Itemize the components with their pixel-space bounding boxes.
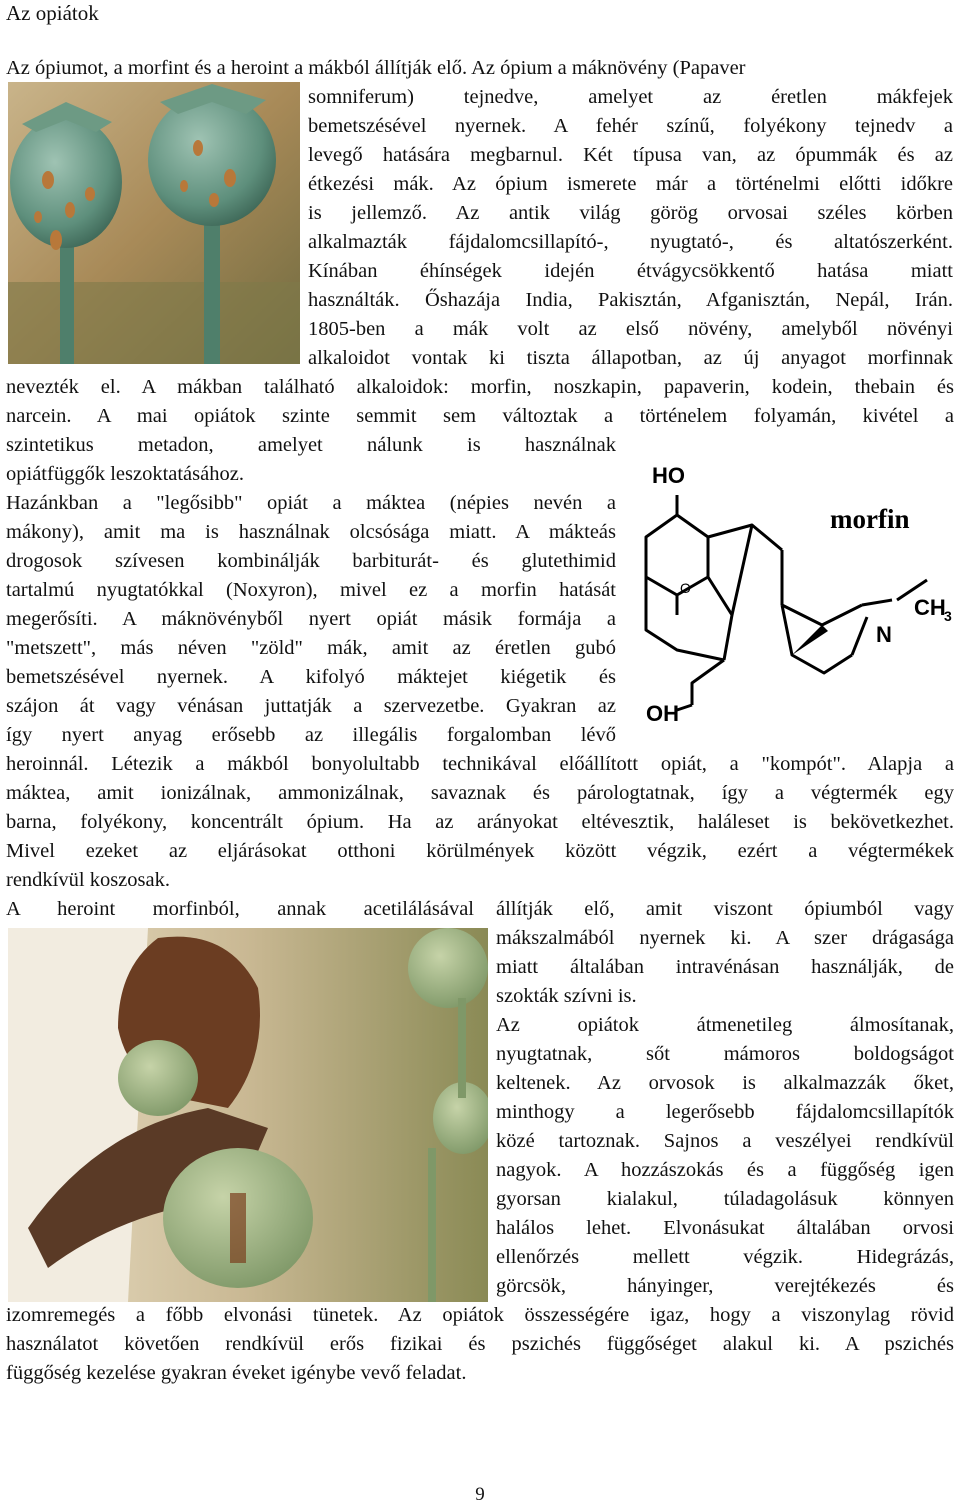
text-line-46: használatot követően rendkívül erős fizikai és pszichés függőséget alakul ki. A pszichés xyxy=(6,1333,954,1355)
text-line-43: ellenőrzés mellett végzik. Hidegrázás, xyxy=(496,1246,954,1268)
text-line-47: függőség kezelése gyakran éveket igénybe vevő feladat. xyxy=(6,1362,467,1384)
morfin-structure-figure xyxy=(632,455,960,730)
text-line-24: így nyert anyag erősebb az illegális forgalomban lévő xyxy=(6,724,616,746)
text-line-1: Az ópiumot, a morfint és a heroint a mákból állítják elő. Az ópium a máknövény (Papaver xyxy=(6,57,746,79)
text-line-23: szájon át vagy vénásan juttatják a szervezetbe. Gyakran az xyxy=(6,695,616,717)
text-line-27: barna, folyékony, koncentrált ópium. Ha az arányokat eltévesztik, haláleset is bekövetkezhet. xyxy=(6,811,954,833)
text-line-35: Az opiátok átmenetileg álmosítanak, xyxy=(496,1014,954,1036)
text-line-39: közé tartoznak. Sajnos a veszélyei rendkívül xyxy=(496,1130,954,1152)
text-line-21: "metszett", más néven "zöld" mák, amit az éretlen gubó xyxy=(6,637,616,659)
text-line-20: megerősíti. A máknövényből nyert opiát másik formája a xyxy=(6,608,616,630)
text-line-42: halálos lehet. Elvonásukat általában orvosi xyxy=(496,1217,954,1239)
text-line-13: narcein. A mai opiátok szinte semmit sem változtak a történelem folyamán, kivétel a xyxy=(6,405,954,427)
ch3-label: CH xyxy=(914,595,946,620)
n-label: N xyxy=(876,622,892,647)
text-line-19: tartalmú nyugtatókkal (Noxyron), mivel ez a morfin hatását xyxy=(6,579,616,601)
oh-label: OH xyxy=(646,701,679,726)
opium-harvest-photo xyxy=(8,928,488,1302)
text-line-12: nevezték el. A mákban található alkaloidok: morfin, noszkapin, papaverin, kodein, thebain és xyxy=(6,376,954,398)
text-line-9: használták. Őshazája India, Pakisztán, Afganisztán, Nepál, Irán. xyxy=(308,289,953,311)
text-line-34: szokták szívni is. xyxy=(496,985,637,1007)
text-line-14: szintetikus metadon, amelyet nálunk is használnak xyxy=(6,434,616,456)
poppy-photo xyxy=(8,82,300,364)
ho-label: HO xyxy=(652,463,685,488)
text-line-32: mákszalmából nyernek ki. A szer drágasága xyxy=(496,927,954,949)
text-line-4: levegő hatására megbarnul. Két típusa van, az ópummák és az xyxy=(308,144,953,166)
morfin-label: morfin xyxy=(830,504,910,534)
text-line-7: alkalmazták fájdalomcsillapító-, nyugtató-, és altatószerként. xyxy=(308,231,953,253)
text-line-8: Kínában éhínségek idején étvágycsökkentő hatása miatt xyxy=(308,260,953,282)
text-line-5: étkezési mák. Az ópium ismerete már a történelmi előtti időkre xyxy=(308,173,953,195)
text-line-25: heroinnál. Létezik a mákból bonyolultabb technikával előállított opiát, a "kompót". Alapja a xyxy=(6,753,954,775)
text-line-2: somniferum) tejnedve, amelyet az éretlen mákfejek xyxy=(308,86,953,108)
text-line-15: opiátfüggők leszoktatásához. xyxy=(6,463,244,485)
text-line-38: minthogy a legerősebb fájdalomcsillapítók xyxy=(496,1101,954,1123)
text-line-37: keltenek. Az orvosok is alkalmazzák őket, xyxy=(496,1072,954,1094)
page-number: 9 xyxy=(475,1484,485,1505)
text-line-16: Hazánkban a "legősibb" opiát a máktea (népies nevén a xyxy=(6,492,616,514)
text-line-36: nyugtatnak, sőt mámoros boldogságot xyxy=(496,1043,954,1065)
text-line-6: is jellemző. Az antik világ görög orvosai széles körben xyxy=(308,202,953,224)
o-label: O xyxy=(680,580,691,596)
text-line-26: máktea, amit ionizálnak, ammonizálnak, savaznak és párologtatnak, így a végtermék egy xyxy=(6,782,954,804)
ch3-subscript: 3 xyxy=(944,608,952,624)
text-line-41: gyorsan kialakul, túladagolásuk könnyen xyxy=(496,1188,954,1210)
text-line-44: görcsök, hányinger, verejtékezés és xyxy=(496,1275,954,1297)
text-line-22: bemetszésével nyernek. A kifolyó máktejet kiégetik és xyxy=(6,666,616,688)
text-line-10: 1805-ben a mák volt az első növény, amelyből növényi xyxy=(308,318,953,340)
text-line-33: miatt általában intravénásan használják, de xyxy=(496,956,954,978)
text-line-40: nagyok. A hozzászokás és a függőség igen xyxy=(496,1159,954,1181)
text-line-29: rendkívül koszosak. xyxy=(6,869,170,891)
text-line-11: alkaloidot vontak ki tiszta állapotban, az új anyagot morfinnak xyxy=(308,347,953,369)
text-line-18: drogosok szívesen kombinálják barbiturát- és glutethimid xyxy=(6,550,616,572)
text-line-28: Mivel ezeket az eljárásokat otthoni körülmények között végzik, ezért a végtermékek xyxy=(6,840,954,862)
text-line-3: bemetszésével nyernek. A fehér színű, folyékony tejnedv a xyxy=(308,115,953,137)
text-line-31: állítják elő, amit viszont ópiumból vagy xyxy=(496,898,954,920)
text-line-17: mákony), amit ma is használnak olcsósága miatt. A mákteás xyxy=(6,521,616,543)
text-line-30: A heroint morfinból, annak acetilálásával xyxy=(6,898,474,920)
text-line-45: izomremegés a főbb elvonási tünetek. Az opiátok összességére igaz, hogy a viszonylag rövid xyxy=(6,1304,954,1326)
page-title: Az opiátok xyxy=(6,1,99,25)
